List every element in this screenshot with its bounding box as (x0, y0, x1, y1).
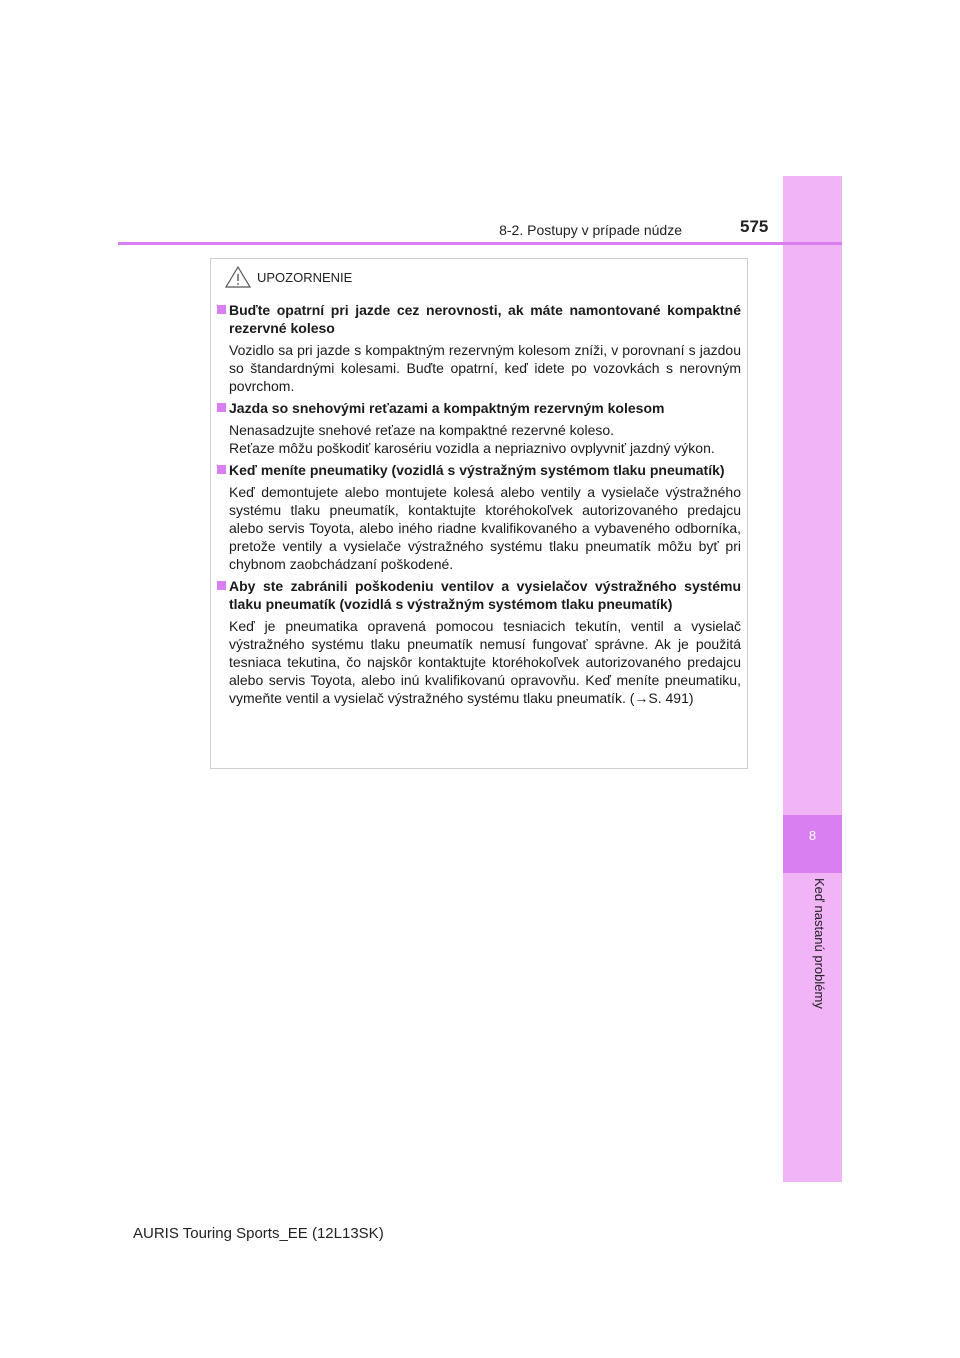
caution-item-text: Nenasadzujte snehové reťaze na kompaktné rezervné koleso. Reťaze môžu poškodiť karosériu vozidla a nepriaznivo ovplyvniť jazdný výkon. (229, 422, 715, 456)
header-rule (118, 242, 842, 245)
caution-item-title-text: Jazda so snehovými reťazami a kompaktným rezervným kolesom (229, 400, 665, 416)
chapter-side-tab (783, 176, 842, 1182)
caution-item-title-text: Aby ste zabránili poškodeniu ventilov a vysielačov výstražného systému tlaku pneumatík (vozidlá s výstražným systémom tlaku pneumatík) (229, 578, 741, 612)
caution-item-title (217, 399, 741, 417)
caution-item-title (217, 577, 741, 613)
warning-triangle-icon (225, 265, 251, 289)
square-bullet-icon (217, 305, 226, 314)
caution-item (217, 577, 741, 707)
square-bullet-icon (217, 581, 226, 590)
caution-item-text: Keď je pneumatika opravená pomocou tesniacich tekutín, ventil a vysielač výstražného systému tlaku pneumatík nemusí fungovať správne. Ak je použitá tesniaca tekutina, čo najskôr kontaktujte ktoréhokoľvek autorizovaného predajcu alebo servis Toyota, alebo inú kvalifikovanú opravovňu. Keď meníte pneumatiku, vymeňte ventil a vysielač výstražného systému tlaku pneumatík. (→S. 491) (229, 618, 741, 706)
square-bullet-icon (217, 465, 226, 474)
page-number: 575 (740, 217, 769, 236)
chapter-title: Keď nastanú problémy (812, 878, 827, 1009)
caution-item (217, 301, 741, 395)
square-bullet-icon (217, 403, 226, 412)
caution-item-text: Vozidlo sa pri jazde s kompaktným rezervným kolesom zníži, v porovnaní s jazdou so štandardnými kolesami. Buďte opatrní, keď idete po vozovkách s nerovným povrchom. (229, 342, 741, 394)
caution-item-title-text: Keď meníte pneumatiky (vozidlá s výstražným systémom tlaku pneumatík) (229, 462, 725, 478)
section-title: 8-2. Postupy v prípade núdze (499, 222, 682, 238)
caution-item-title-text: Buďte opatrní pri jazde cez nerovnosti, ak máte namontované kompaktné rezervné koleso (229, 302, 741, 336)
caution-label: UPOZORNENIE (257, 269, 353, 285)
footer-model-code: AURIS Touring Sports_EE (12L13SK) (133, 1225, 384, 1242)
caution-item-title (217, 461, 741, 479)
caution-header (225, 265, 352, 289)
caution-item-text: Keď demontujete alebo montujete kolesá alebo ventily a vysielače výstražného systému tlaku pneumatík, kontaktujte ktoréhokoľvek autorizovaného predajcu alebo servis Toyota, alebo iného riadne kvalifikovaného a vybaveného odborníka, pretože ventily a vysielače výstražného systému tlaku pneumatík môžu byť pri chybnom zaobchádzaní poškodené. (229, 484, 741, 572)
caution-body (217, 301, 741, 711)
chapter-number-tab (783, 815, 842, 873)
chapter-number: 8 (808, 828, 817, 843)
caution-item-title (217, 301, 741, 337)
caution-item (217, 399, 741, 457)
caution-box (210, 258, 748, 769)
caution-item (217, 461, 741, 573)
